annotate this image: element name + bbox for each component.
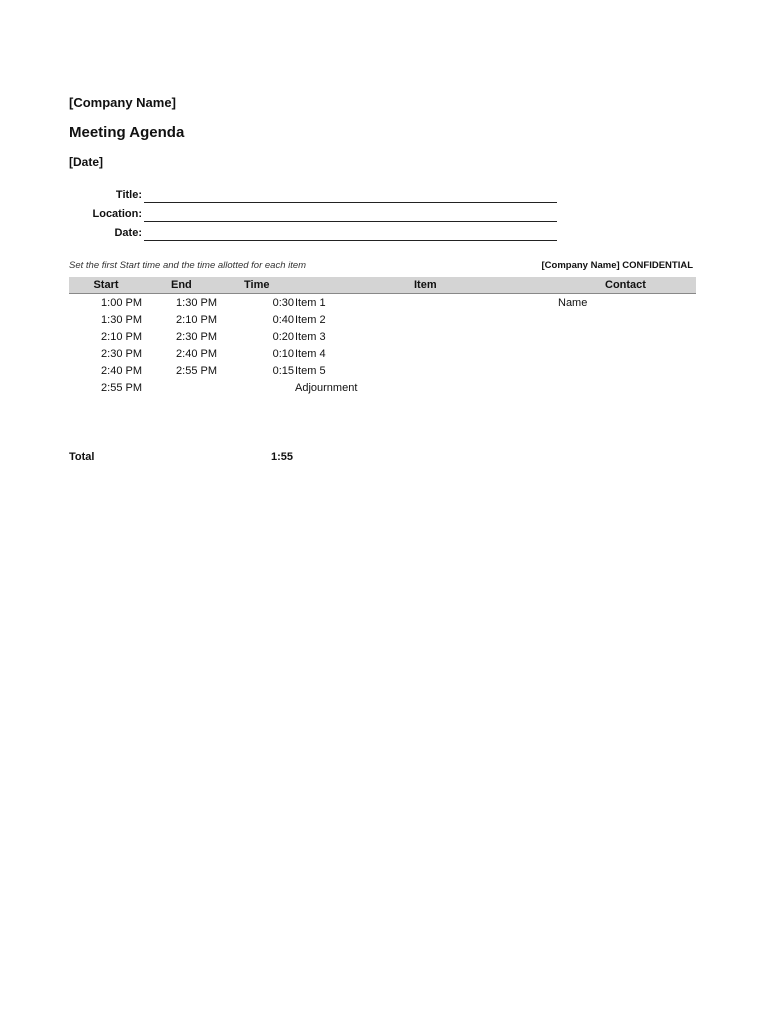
date-field-label: Date:	[114, 227, 142, 239]
row-5-item: Item 5	[295, 365, 326, 377]
title-field[interactable]	[144, 202, 557, 203]
row-5-end: 2:55 PM	[176, 365, 217, 377]
row-2-start: 1:30 PM	[101, 314, 142, 326]
row-5-start: 2:40 PM	[101, 365, 142, 377]
location-field[interactable]	[144, 221, 557, 222]
row-1-start: 1:00 PM	[101, 297, 142, 309]
column-header-item: Item	[414, 279, 437, 291]
row-5-time: 0:15	[272, 365, 294, 377]
row-4-time: 0:10	[272, 348, 294, 360]
column-header-contact: Contact	[605, 279, 646, 291]
confidential-label: [Company Name] CONFIDENTIAL	[541, 260, 693, 271]
row-1-contact: Name	[558, 297, 588, 309]
location-field-label: Location:	[92, 208, 142, 220]
adjournment-label: Adjournment	[295, 382, 358, 394]
instruction-note: Set the first Start time and the time allotted for each item	[69, 260, 307, 271]
row-4-start: 2:30 PM	[101, 348, 142, 360]
total-label: Total	[69, 451, 95, 463]
row-3-item: Item 3	[295, 331, 326, 343]
agenda-date: [Date]	[69, 155, 104, 169]
row-3-time: 0:20	[272, 331, 294, 343]
row-2-item: Item 2	[295, 314, 326, 326]
column-header-end: End	[171, 279, 192, 291]
column-header-start: Start	[93, 279, 119, 291]
title-field-label: Title:	[115, 189, 142, 201]
date-field[interactable]	[144, 240, 557, 241]
total-value: 1:55	[271, 451, 294, 463]
row-2-time: 0:40	[272, 314, 294, 326]
page-title: Meeting Agenda	[69, 124, 185, 141]
row-4-item: Item 4	[295, 348, 326, 360]
row-1-end: 1:30 PM	[176, 297, 217, 309]
row-2-end: 2:10 PM	[176, 314, 217, 326]
row-3-start: 2:10 PM	[101, 331, 142, 343]
row-3-end: 2:30 PM	[176, 331, 217, 343]
table-header	[69, 277, 696, 294]
column-header-time: Time	[244, 279, 270, 291]
company-name: [Company Name]	[69, 95, 176, 110]
row-1-time: 0:30	[272, 297, 294, 309]
row-1-item: Item 1	[295, 297, 326, 309]
adjournment-start: 2:55 PM	[101, 382, 142, 394]
row-4-end: 2:40 PM	[176, 348, 217, 360]
